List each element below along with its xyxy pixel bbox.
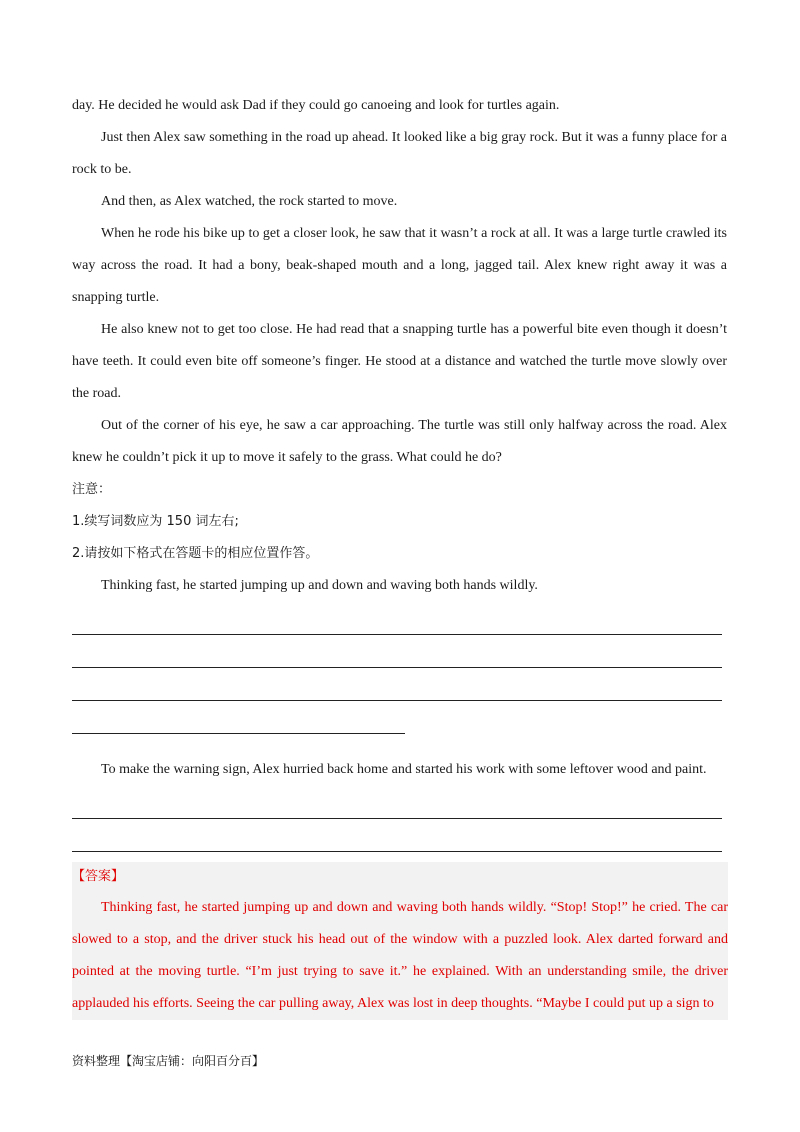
- continuation-prompt-1: Thinking fast, he started jumping up and down and waving both hands wildly.: [101, 578, 538, 593]
- answer-heading: 【答案】: [72, 869, 125, 884]
- story-passage: [72, 90, 727, 474]
- passage-paragraph: When he rode his bike up to get a closer look, he saw that it wasn’t a rock at all. It was a large turtle crawled its way across the road. It had a bony, beak-shaped mouth and a long, jagged tail. Alex knew right away it was a snapping turtle.: [72, 226, 727, 305]
- writing-line: [72, 819, 722, 852]
- note-item-2: 2.请按如下格式在答题卡的相应位置作答。: [72, 546, 319, 561]
- notes-title: 注意：: [72, 482, 112, 497]
- writing-line: [72, 701, 405, 734]
- footer-credit: 资料整理【淘宝店铺：向阳百分百】: [72, 1054, 265, 1068]
- note-item-1: 1.续写词数应为 150 词左右;: [72, 514, 239, 529]
- writing-line: [72, 635, 722, 668]
- writing-line: [72, 602, 722, 635]
- answer-text: Thinking fast, he started jumping up and down and waving both hands wildly. “Stop! Stop!” he cried. The car slowed to a stop, and the driver stuck his head out of the window with a puzzled look. Alex darted forward and pointed at the moving turtle. “I’m just trying to save it.” he explained. With an understanding smile, the driver applauded his efforts. Seeing the car pulling away, Alex was lost in deep thoughts. “Maybe I could put up a sign to: [72, 900, 728, 1011]
- writing-lines-1: [72, 602, 727, 734]
- answer-section: [72, 862, 728, 1020]
- continuation-prompt-2: To make the warning sign, Alex hurried back home and started his work with some leftover wood and paint.: [101, 762, 707, 777]
- passage-paragraph: He also knew not to get too close. He had read that a snapping turtle has a powerful bite even though it doesn’t have teeth. It could even bite off someone’s finger. He stood at a distance and watched the turtle move slowly over the road.: [72, 322, 727, 401]
- writing-line: [72, 668, 722, 701]
- passage-paragraph: And then, as Alex watched, the rock started to move.: [101, 194, 398, 209]
- passage-paragraph: Just then Alex saw something in the road up ahead. It looked like a big gray rock. But it was a funny place for a rock to be.: [72, 130, 727, 177]
- writing-line: [72, 786, 722, 819]
- passage-paragraph: day. He decided he would ask Dad if they could go canoeing and look for turtles again.: [72, 98, 560, 113]
- passage-paragraph: Out of the corner of his eye, he saw a car approaching. The turtle was still only halfway across the road. Alex knew he couldn’t pick it up to move it safely to the grass. What could he do?: [72, 418, 727, 465]
- document-body: [72, 90, 727, 918]
